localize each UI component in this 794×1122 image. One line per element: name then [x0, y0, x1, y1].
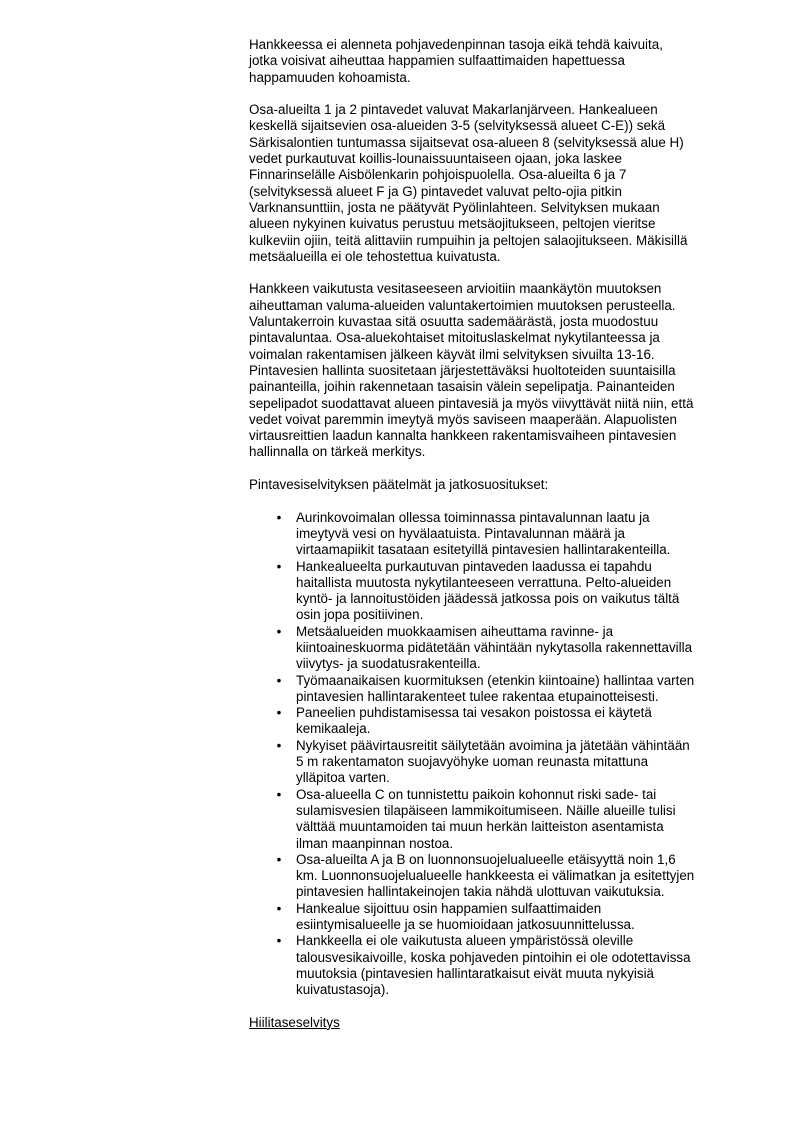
text-line: painanteilla, joihin rakennetaan tasaisin välein sepelipatja. Painanteiden: [249, 379, 675, 395]
text-line: muutoksia (pintavesien hallintaratkaisut eivät muuta nykyisiä: [296, 965, 655, 981]
text-line: jotka voisivat aiheuttaa happamien sulfaattimaiden hapettuessa: [249, 53, 625, 69]
list-item: [249, 624, 749, 673]
text-line: välttää muuntamoiden tai muun herkän laitteiston asentamista: [296, 819, 664, 835]
paragraph-spacer: [249, 461, 749, 477]
text-line: virtausreittien laadun kannalta hankkeen rakentamisvaiheen pintavesien: [249, 428, 677, 444]
text-line: happamuuden kohoamista.: [249, 69, 411, 85]
text-line: sepelipadot suodattavat alueen pintavesiä ja myös viivyttävät niitä niin, että: [249, 395, 694, 411]
text-line: kulkeviin ojiin, teitä alittaviin rumpuihin ja peltojen salaojitukseen. Mäkisillä: [249, 232, 688, 248]
text-line: Hankkeella ei ole vaikutusta alueen ympäristössä oleville: [296, 933, 634, 949]
text-line: km. Luonnonsuojelualueelle hankkeesta ei välimatkan ja esitettyjen: [296, 868, 695, 884]
text-line: kiintoaineskuorma pidätetään vähintään nykytasolla rakennettavilla: [296, 639, 693, 655]
document-page: [249, 37, 749, 1031]
list-item: [249, 933, 749, 998]
text-line: keskellä sijaitsevien osa-alueiden 3-5 (selvityksessä alueet C-E)) sekä: [249, 118, 666, 134]
text-line: pintavesien hallintarakenteet tulee rakentaa etupainotteisesti.: [296, 688, 659, 704]
text-line: Varknansunttiin, josta ne päätyvät Pyölinlahteen. Selvityksen mukaan: [249, 199, 660, 215]
text-line: ilman maanpinnan nostoa.: [296, 835, 454, 851]
text-line: viivytys- ja suodatusrakenteilla.: [296, 656, 481, 672]
text-line: Hankkeen vaikutusta vesitaseeseen arvioitiin maankäytön muutoksen: [249, 281, 662, 297]
text-line: Finnarinselälle Aisbölenkarin pohjoispuolella. Osa-alueilta 6 ja 7: [249, 167, 627, 183]
list-item: [249, 852, 749, 901]
paragraph-conclusions-intro: [249, 477, 749, 493]
text-line: pintavesien hallintakeinojen takia nähdä ulottuvan vaikutuksia.: [296, 884, 665, 900]
paragraph-spacer: [249, 999, 749, 1015]
paragraph-water-balance: [249, 281, 749, 460]
bullet-icon: •: [276, 900, 282, 916]
bullet-icon: •: [276, 509, 282, 525]
text-line: alueen nykyinen kuivatus perustuu metsäojitukseen, peltojen vieritse: [249, 216, 656, 232]
list-item: [249, 901, 749, 934]
section-heading: [249, 1015, 749, 1031]
text-line: kuivatustasoja).: [296, 982, 390, 998]
conclusions-list: [249, 510, 749, 999]
text-line: Osa-alueilta A ja B on luonnonsuojelualueelle etäisyyttä noin 1,6: [296, 851, 676, 867]
section-heading-text: Hiilitaseselvitys: [249, 1014, 340, 1030]
paragraph-spacer: [249, 86, 749, 102]
bullet-icon: •: [276, 737, 282, 753]
text-line: Hankealue sijoittuu osin happamien sulfaattimaiden: [296, 900, 602, 916]
paragraph-spacer: [249, 265, 749, 281]
text-line: Hankkeessa ei alenneta pohjavedenpinnan tasoja eikä tehdä kaivuita,: [249, 37, 663, 52]
text-line: osin jopa positiivinen.: [296, 607, 424, 623]
text-line: Valuntakerroin kuvastaa sitä osuutta sademäärästä, josta muodostuu: [249, 314, 659, 330]
text-line: Aurinkovoimalan ollessa toiminnassa pintavalunnan laatu ja: [296, 509, 650, 525]
text-line: Metsäalueiden muokkaamisen aiheuttama ravinne- ja: [296, 623, 614, 639]
list-item: [249, 673, 749, 706]
bullet-icon: •: [276, 933, 282, 949]
bullet-icon: •: [276, 623, 282, 639]
paragraph-acid-sulfate-soils: [249, 37, 749, 86]
list-item: [249, 738, 749, 787]
text-line: imeytyvä vesi on hyvälaatuista. Pintavalunnan määrä ja: [296, 525, 625, 541]
text-line: Särkisalontien tuntumassa sijaitsevat osa-alueen 8 (selvityksessä alue H): [249, 134, 684, 150]
bullet-icon: •: [276, 558, 282, 574]
text-line: ylläpitoa varten.: [296, 770, 390, 786]
paragraph-spacer: [249, 493, 749, 509]
text-line: Pintavesien hallinta suositetaan järjestettäväksi huoltoteiden suuntaisilla: [249, 362, 676, 378]
text-line: sulamisvesien tilapäiseen lammikoitumiseen. Näille alueille tulisi: [296, 802, 676, 818]
text-line: vedet purkautuvat koillis-lounaissuuntaiseen ojaan, joka laskee: [249, 151, 622, 167]
text-line: Paneelien puhdistamisessa tai vesakon poistossa ei käytetä: [296, 705, 652, 721]
text-line: Työmaanaikaisen kuormituksen (etenkin kiintoaine) hallintaa varten: [296, 672, 695, 688]
bullet-icon: •: [276, 705, 282, 721]
text-line: voimalan rakentamisen jälkeen käyvät ilmi selvityksen sivuilta 13-16.: [249, 346, 655, 362]
text-line: kemikaaleja.: [296, 721, 371, 737]
text-line: 5 m rakentamaton suojavyöhyke uoman reunasta mitattuna: [296, 754, 649, 770]
list-item: [249, 559, 749, 624]
text-line: Osa-alueella C on tunnistettu paikoin kohonnut riski sade- tai: [296, 786, 657, 802]
text-line: Nykyiset päävirtausreitit säilytetään avoimina ja jätetään vähintään: [296, 737, 690, 753]
bullet-icon: •: [276, 672, 282, 688]
list-item: [249, 510, 749, 559]
bullet-icon: •: [276, 786, 282, 802]
text-line: haitallista muutosta nykytilanteeseen verrattuna. Pelto-alueiden: [296, 574, 672, 590]
text-line: virtaamapiikit tasataan esitetyillä pintavesien hallintarakenteilla.: [296, 542, 671, 558]
text-line: Osa-alueilta 1 ja 2 pintavedet valuvat Makarlanjärveen. Hankealueen: [249, 102, 658, 118]
text-line: pintavaluntaa. Osa-aluekohtaiset mitoituslaskelmat nykytilanteessa ja: [249, 330, 660, 346]
list-item: [249, 787, 749, 852]
text-line: talousvesikaivoille, koska pohjaveden pintoihin ei ole odotettavissa: [296, 949, 691, 965]
text-line: hallinnalla on tärkeä merkitys.: [249, 444, 426, 460]
text-line: metsäalueilla ei ole tehostettua kuivatusta.: [249, 248, 501, 264]
text-line: esiintymisalueelle ja se huomioidaan jatkosuunnittelussa.: [296, 917, 635, 933]
text-line: kyntö- ja lannoitustöiden jäädessä jatkossa pois on vaikutus tältä: [296, 591, 680, 607]
text-line: (selvityksessä alueet F ja G) pintavedet valuvat pelto-ojia pitkin: [249, 183, 622, 199]
paragraph-surface-water-flow: [249, 102, 749, 265]
text-line: aiheuttaman valuma-alueiden valuntakertoimien muutoksen perusteella.: [249, 297, 676, 313]
text-line: vedet voivat paremmin imeytyä myös saviseen maaperään. Alapuolisten: [249, 411, 677, 427]
list-item: [249, 705, 749, 738]
text-line: Hankealueelta purkautuvan pintaveden laadussa ei tapahdu: [296, 558, 652, 574]
bullet-icon: •: [276, 851, 282, 867]
text-line: Pintavesiselvityksen päätelmät ja jatkosuositukset:: [249, 477, 549, 493]
